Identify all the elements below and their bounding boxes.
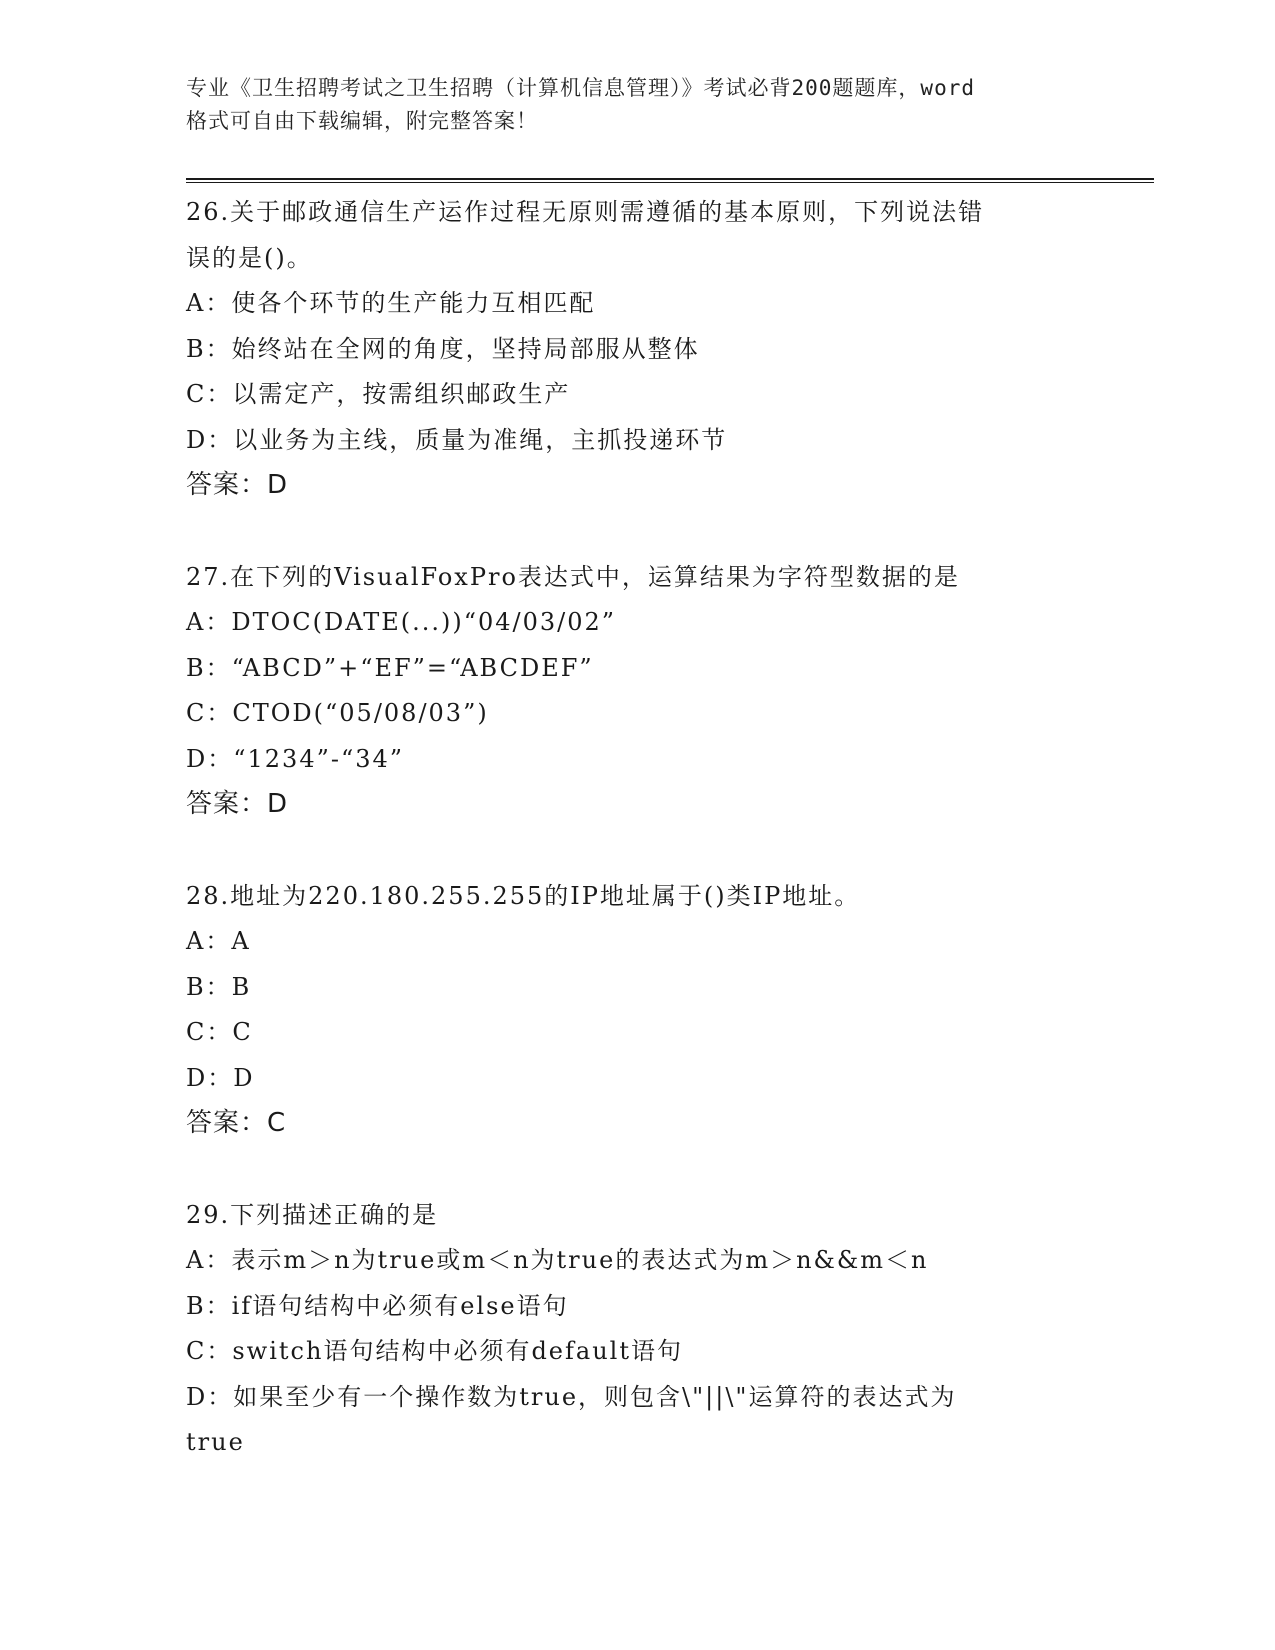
option-a: A：使各个环节的生产能力互相匹配 — [186, 289, 596, 317]
option-a: A：A — [186, 927, 251, 955]
question-text: 29.下列描述正确的是 — [186, 1200, 439, 1229]
answer-line: 答案：D — [186, 789, 289, 819]
question-text: 26.关于邮政通信生产运作过程无原则需遵循的基本原则，下列说法错 — [186, 198, 985, 226]
header-divider-thin — [186, 182, 1154, 183]
option-d: D：以业务为主线，质量为准绳，主抓投递环节 — [186, 425, 728, 454]
question-text: 28.地址为220.180.255.255的IP地址属于()类IP地址。 — [186, 881, 861, 910]
question-27 — [186, 555, 1086, 828]
option-d-continued: true — [186, 1428, 245, 1456]
option-d: D：“1234”-“34” — [186, 744, 405, 773]
option-c: C：CTOD(“05/08/03”) — [186, 699, 489, 727]
question-28 — [186, 874, 1086, 1147]
question-26 — [186, 190, 1086, 509]
header-line-1: 专业《卫生招聘考试之卫生招聘（计算机信息管理）》考试必背200题题库，word — [186, 76, 975, 100]
answer-line: 答案：D — [186, 470, 289, 500]
option-d: D：如果至少有一个操作数为true，则包含\"||\"运算符的表达式为 — [186, 1382, 957, 1411]
option-d: D：D — [186, 1063, 255, 1092]
option-a: A：DTOC(DATE(...))“04/03/02” — [186, 608, 617, 636]
option-c: C：以需定产，按需组织邮政生产 — [186, 380, 571, 408]
question-list — [186, 190, 1086, 1466]
question-text: 误的是()。 — [186, 243, 313, 272]
option-b: B：始终站在全网的角度，坚持局部服从整体 — [186, 334, 700, 363]
spacer — [186, 1147, 1086, 1193]
spacer — [186, 509, 1086, 555]
document-header — [186, 72, 1086, 138]
option-c: C：switch语句结构中必须有default语句 — [186, 1337, 683, 1365]
option-c: C：C — [186, 1018, 253, 1046]
option-a: A：表示m＞n为true或m＜n为true的表达式为m＞n&&m＜n — [186, 1246, 929, 1274]
answer-line: 答案：C — [186, 1108, 287, 1138]
header-line-2: 格式可自由下载编辑，附完整答案！ — [186, 109, 538, 133]
header-divider-thick — [186, 178, 1154, 180]
option-b: B：if语句结构中必须有else语句 — [186, 1291, 569, 1320]
option-b: B：B — [186, 972, 252, 1001]
question-29 — [186, 1193, 1086, 1466]
option-b: B：“ABCD”+“EF”=“ABCDEF” — [186, 653, 594, 682]
question-text: 27.在下列的VisualFoxPro表达式中，运算结果为字符型数据的是 — [186, 562, 960, 591]
spacer — [186, 828, 1086, 874]
